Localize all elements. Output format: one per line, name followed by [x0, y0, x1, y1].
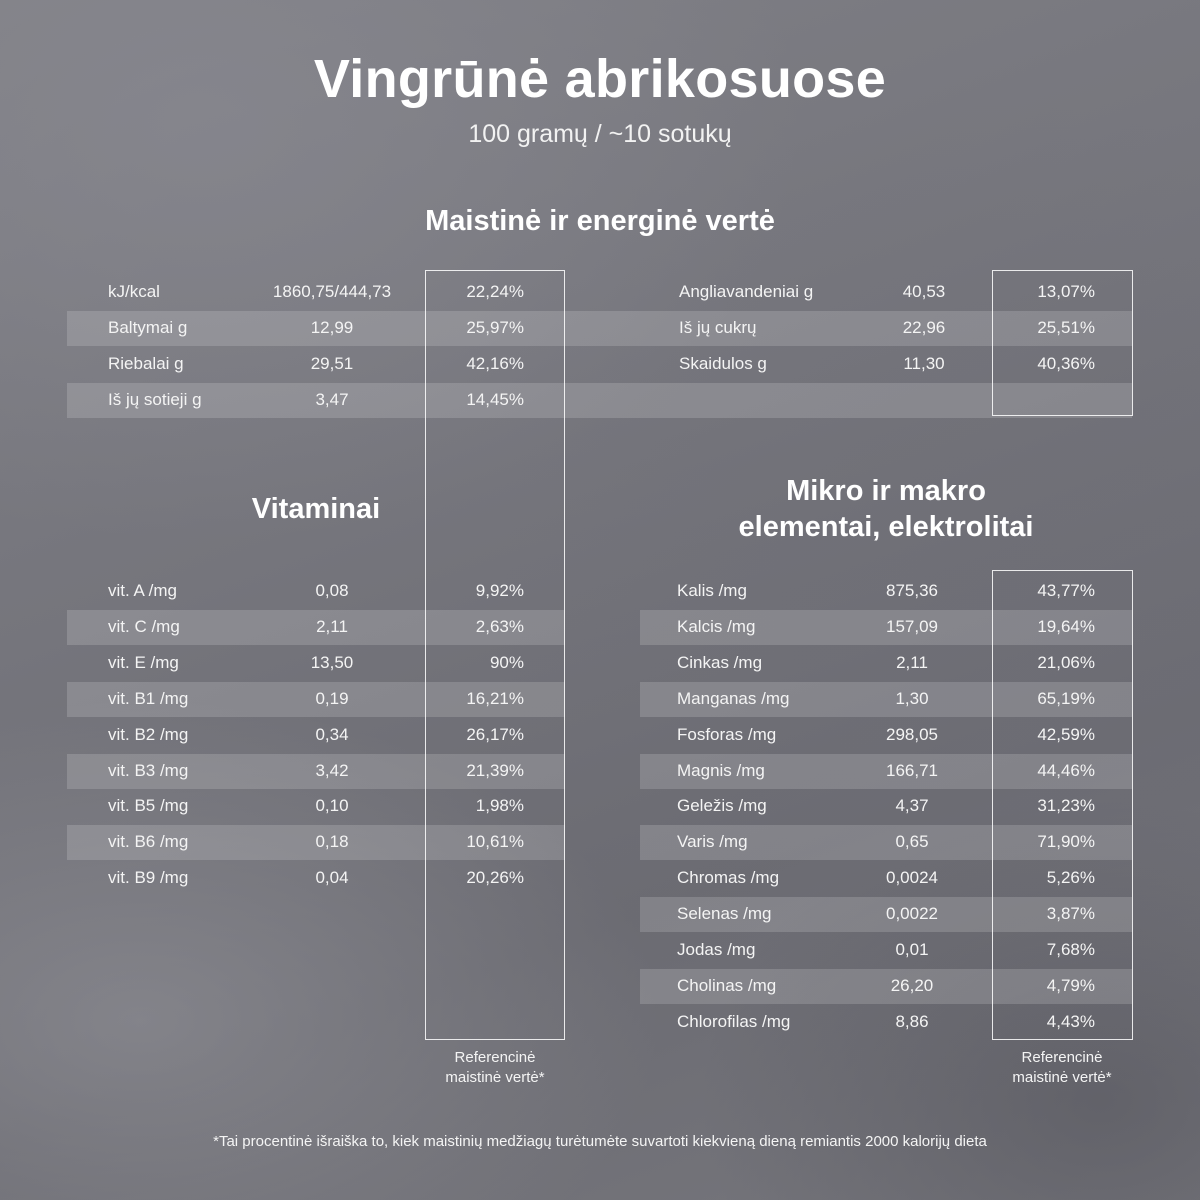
vitamins-heading: Vitaminai	[251, 493, 381, 525]
row-percent: 4,43%	[1046, 1011, 1095, 1031]
row-value: 22,96	[902, 318, 946, 337]
row-value: 3,47	[315, 390, 349, 409]
reference-note-left: Referencinė maistinė vertė*	[445, 1049, 545, 1086]
row-percent: 42,16%	[466, 354, 524, 373]
row-percent: 14,45%	[466, 390, 524, 409]
row-value: 1860,75/444,73	[272, 282, 392, 301]
row-value: 0,08	[315, 581, 349, 600]
page-subtitle: 100 gramų / ~10 sotukų	[468, 120, 732, 148]
row-value: 1,30	[895, 688, 929, 708]
row-percent: 25,51%	[1037, 318, 1095, 337]
row-percent: 4,79%	[1046, 975, 1095, 995]
row-percent: 42,59%	[1037, 724, 1095, 744]
page-title: Vingrūnė abrikosuose	[313, 49, 887, 109]
row-value: 2,11	[896, 652, 928, 672]
row-value: 4,37	[895, 796, 929, 816]
row-percent: 9,92%	[475, 581, 524, 600]
energy-heading: Maistinė ir energinė vertė	[425, 205, 775, 237]
minerals-heading-line2: elementai, elektrolitai	[738, 511, 1034, 543]
row-percent: 31,23%	[1037, 796, 1095, 816]
row-percent: 19,64%	[1037, 616, 1095, 636]
row-label: Fosforas /mg	[677, 724, 777, 744]
row-value: 0,19	[315, 688, 349, 708]
row-value: 0,65	[895, 832, 929, 852]
row-percent: 71,90%	[1037, 832, 1095, 852]
row-label: Kalcis /mg	[677, 616, 756, 636]
reference-column-frame-minerals	[992, 570, 1133, 1040]
row-value: 12,99	[310, 318, 354, 337]
row-label: Baltymai g	[108, 318, 188, 337]
footnote: *Tai procentinė išraiška to, kiek maistinių medžiagų turėtumėte suvartoti kiekvieną dieną remiantis 2000 kalorijų dieta	[213, 1133, 987, 1150]
row-label: vit. B6 /mg	[108, 832, 189, 852]
row-percent: 3,87%	[1046, 904, 1095, 924]
row-label: vit. C /mg	[108, 616, 180, 636]
minerals-heading	[650, 473, 1122, 545]
row-value: 0,18	[315, 832, 349, 852]
row-label: vit. B1 /mg	[108, 688, 189, 708]
row-value: 875,36	[886, 581, 938, 600]
row-percent: 26,17%	[466, 724, 524, 744]
row-value: 0,10	[315, 796, 349, 816]
row-label: vit. E /mg	[108, 652, 179, 672]
row-label: Kalis /mg	[677, 581, 747, 600]
row-label: vit. B3 /mg	[108, 760, 189, 780]
row-percent: 22,24%	[466, 282, 524, 301]
row-percent: 5,26%	[1046, 868, 1095, 888]
row-label: Varis /mg	[677, 832, 748, 852]
row-label: Geležis /mg	[677, 796, 767, 816]
row-percent: 44,46%	[1037, 760, 1095, 780]
row-label: Riebalai g	[108, 354, 184, 373]
row-value: 0,34	[315, 724, 349, 744]
reference-note-right: Referencinė maistinė vertė*	[1012, 1049, 1112, 1086]
row-percent: 10,61%	[466, 832, 524, 852]
row-label: vit. B5 /mg	[108, 796, 189, 816]
row-value: 3,42	[315, 760, 349, 780]
row-value: 13,50	[310, 652, 354, 672]
row-value: 0,04	[315, 868, 349, 888]
row-percent: 13,07%	[1037, 282, 1095, 301]
row-value: 8,86	[895, 1011, 929, 1031]
row-percent: 65,19%	[1037, 688, 1095, 708]
row-value: 0,0024	[886, 868, 938, 888]
row-value: 166,71	[886, 760, 938, 780]
row-percent: 21,06%	[1037, 652, 1095, 672]
row-percent: 43,77%	[1037, 581, 1095, 600]
row-percent: 25,97%	[466, 318, 524, 337]
row-label: Skaidulos g	[679, 354, 767, 373]
row-value: 0,01	[895, 940, 929, 959]
row-label: Jodas /mg	[677, 940, 756, 959]
reference-column-frame-left	[425, 270, 565, 1040]
reference-column-frame-energy-right	[992, 270, 1133, 416]
row-percent: 40,36%	[1037, 354, 1095, 373]
row-label: Iš jų sotieji g	[108, 390, 202, 409]
row-value: 157,09	[886, 616, 938, 636]
row-percent: 1,98%	[475, 796, 524, 816]
row-value: 26,20	[890, 975, 934, 995]
row-label: Iš jų cukrų	[679, 318, 757, 337]
row-value: 11,30	[903, 354, 945, 373]
row-label: Manganas /mg	[677, 688, 790, 708]
row-label: Magnis /mg	[677, 760, 765, 780]
row-label: Cholinas /mg	[677, 975, 777, 995]
row-value: 2,11	[316, 616, 348, 636]
row-value: 29,51	[310, 354, 354, 373]
row-label: vit. A /mg	[108, 581, 177, 600]
row-label: Selenas /mg	[677, 904, 772, 924]
row-label: Angliavandeniai g	[679, 282, 814, 301]
row-label: kJ/kcal	[108, 282, 160, 301]
row-percent: 21,39%	[466, 760, 524, 780]
row-value: 298,05	[886, 724, 938, 744]
row-label: Chlorofilas /mg	[677, 1011, 791, 1031]
row-percent: 20,26%	[466, 868, 524, 888]
row-percent: 7,68%	[1046, 940, 1095, 959]
row-value: 0,0022	[886, 904, 938, 924]
row-label: Cinkas /mg	[677, 652, 763, 672]
row-label: vit. B9 /mg	[108, 868, 189, 888]
row-value: 40,53	[902, 282, 946, 301]
row-label: Chromas /mg	[677, 868, 780, 888]
row-percent: 16,21%	[466, 688, 524, 708]
row-percent: 2,63%	[475, 616, 524, 636]
minerals-heading-line1: Mikro ir makro	[786, 475, 986, 507]
row-label: vit. B2 /mg	[108, 724, 189, 744]
row-percent: 90%	[489, 652, 524, 672]
